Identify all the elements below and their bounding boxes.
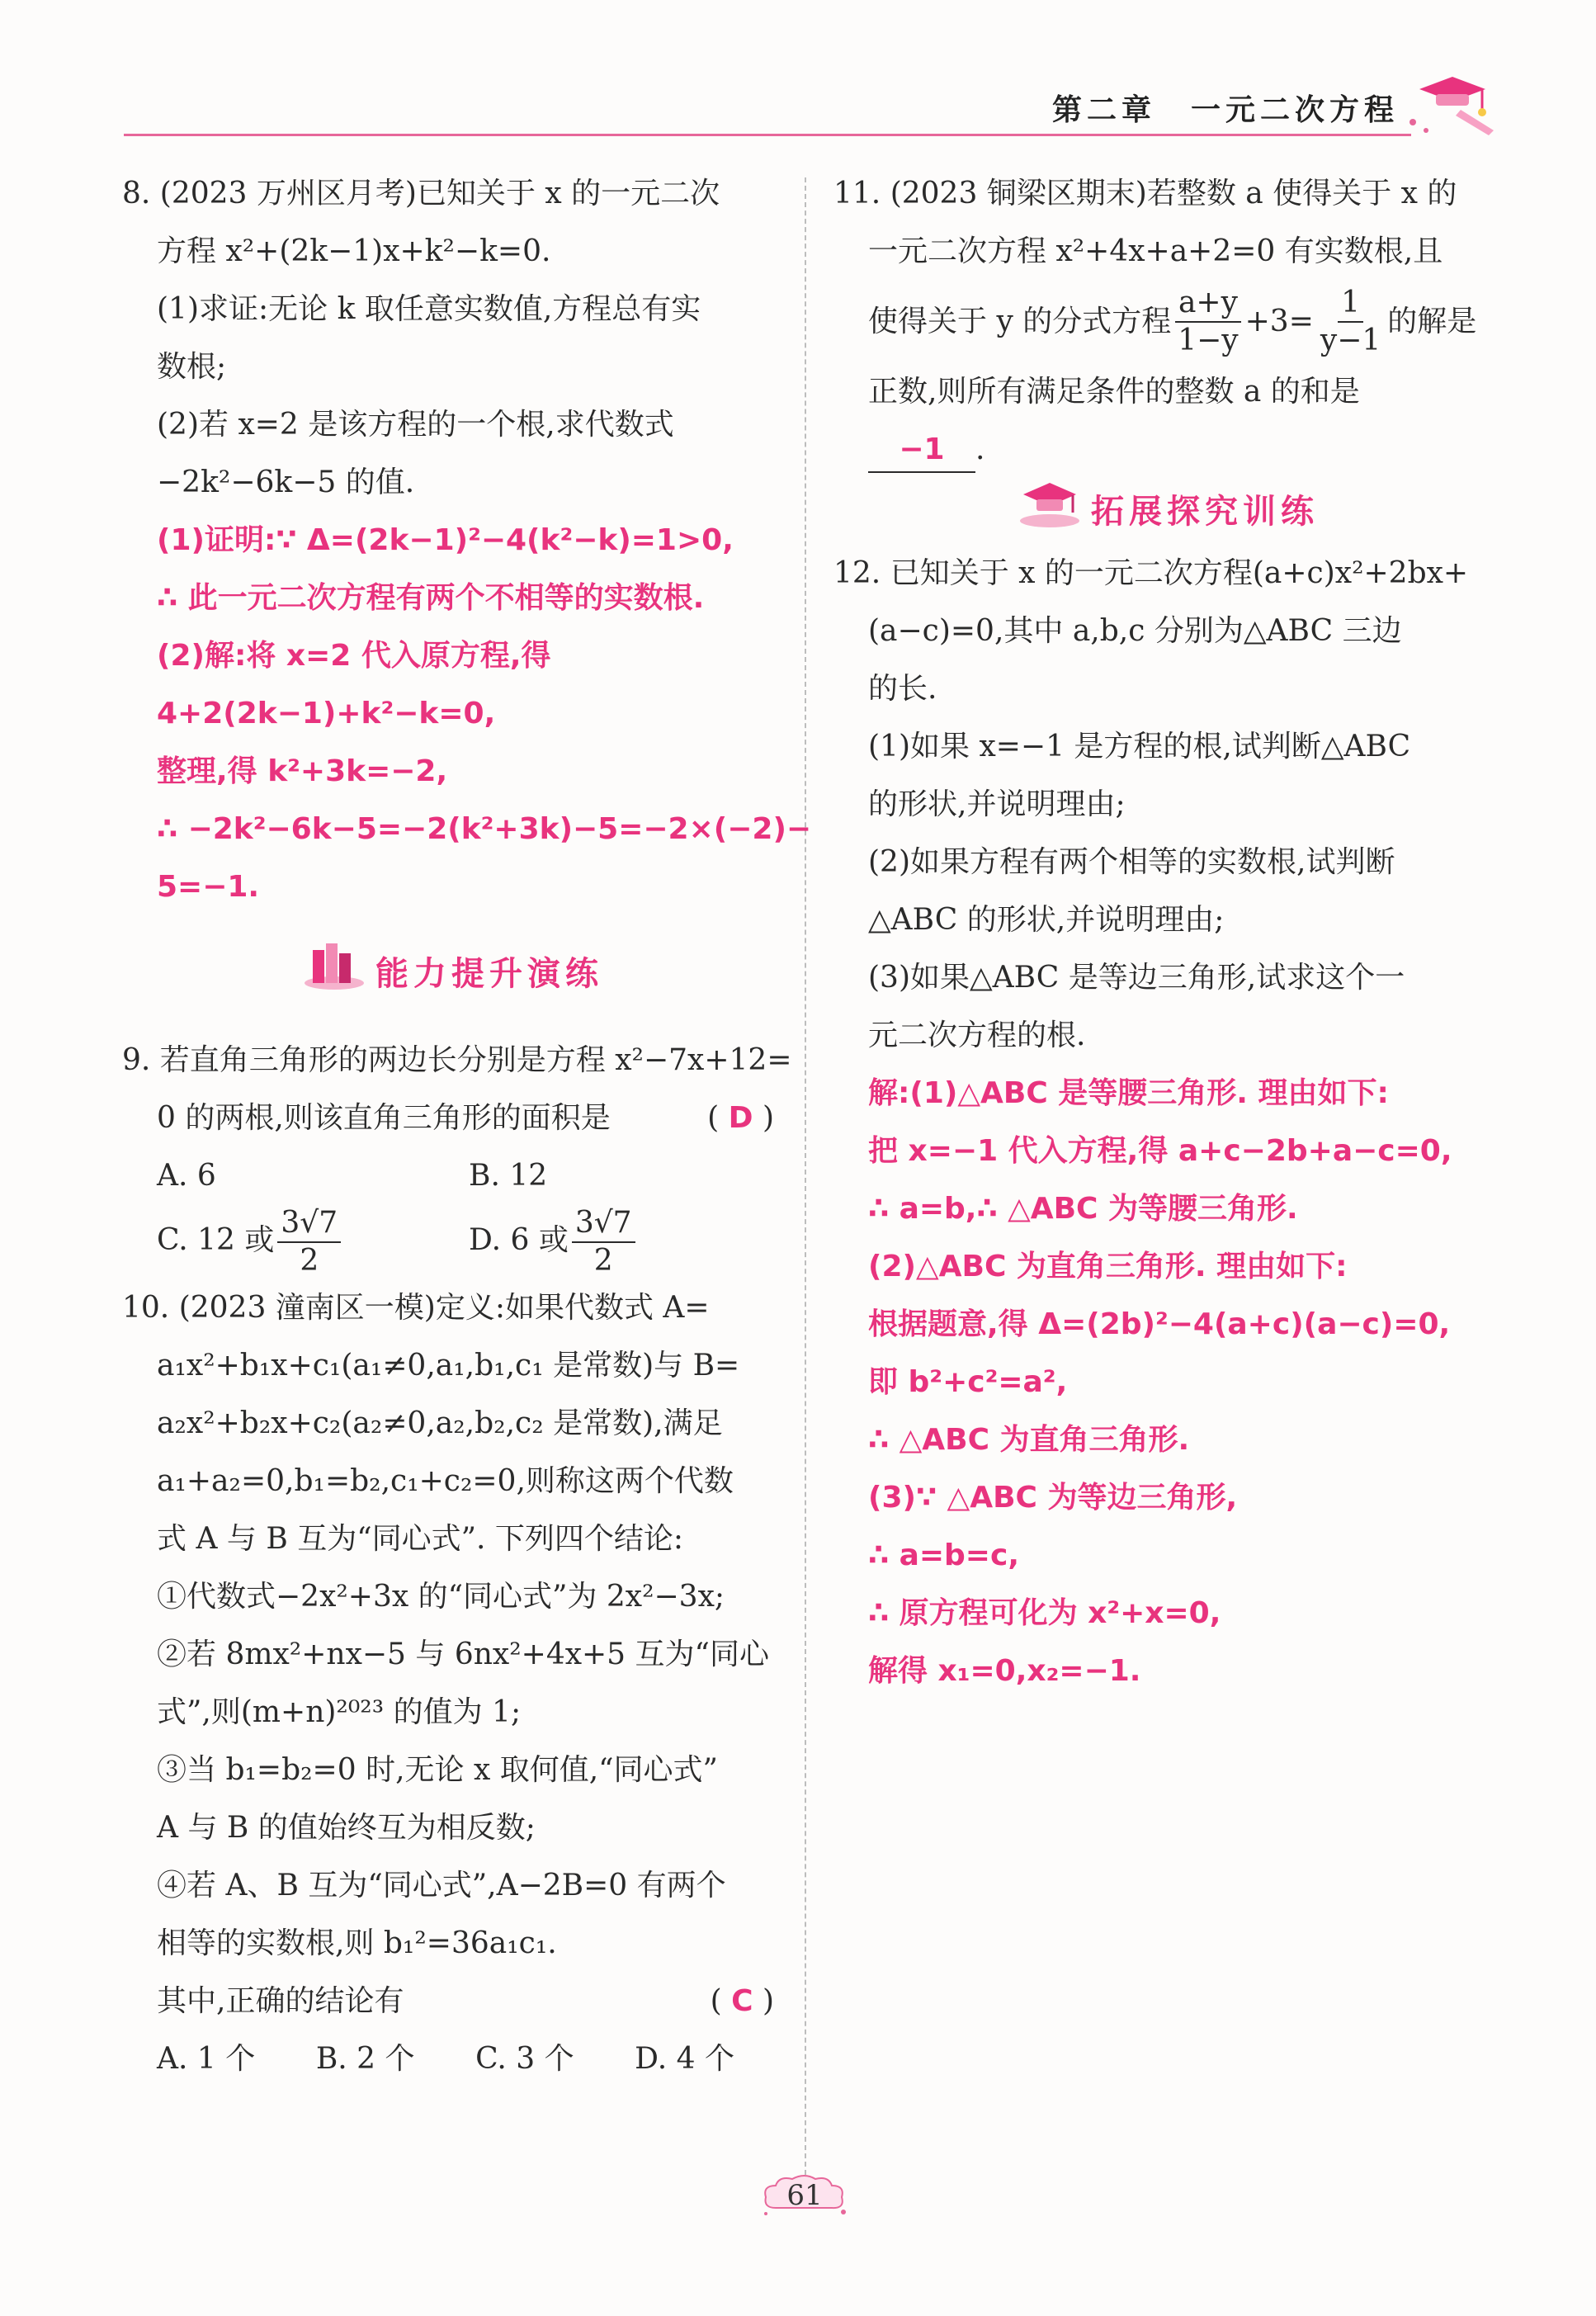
question-10: [122, 1279, 782, 2088]
q9-options-row: [122, 1147, 782, 1205]
q10-line: 10. (2023 潼南区一模)定义:如果代数式 A=: [122, 1291, 710, 1325]
fraction-numerator: 1: [1338, 285, 1363, 323]
q9-option-c: [157, 1205, 469, 1279]
q11-fraction-line: [833, 281, 1502, 363]
question-12: [833, 545, 1502, 1700]
q12-answer-line: 把 x=−1 代入方程,得 a+c−2b+a−c=0,: [868, 1134, 1452, 1168]
q9-line-row: [122, 1089, 782, 1147]
fraction: [1174, 285, 1241, 359]
q12-line: △ABC 的形状,并说明理由;: [868, 903, 1225, 937]
question-9: [122, 1032, 792, 1279]
section-title: 拓展探究训练: [1091, 493, 1319, 531]
q12-answer-line: 解:(1)△ABC 是等腰三角形. 理由如下:: [868, 1076, 1389, 1110]
q11-answer-blank: −1: [868, 428, 975, 473]
q10-question-row: [122, 1973, 782, 2030]
column-divider: [805, 177, 806, 2175]
fraction-numerator: 3√7: [277, 1205, 341, 1243]
q12-answer-line: 根据题意,得 Δ=(2b)²−4(a+c)(a−c)=0,: [868, 1307, 1451, 1341]
q12-answer-line: ∴ △ABC 为直角三角形.: [868, 1423, 1190, 1457]
q10-choice: C: [731, 1984, 753, 2018]
q11-line: 11. (2023 铜梁区期末)若整数 a 使得关于 x 的: [833, 177, 1457, 210]
q12-answer-line: 解得 x₁=0,x₂=−1.: [868, 1654, 1141, 1688]
q9-line: 9. 若直角三角形的两边长分别是方程 x²−7x+12=: [122, 1043, 792, 1077]
q10-answer-paren: ( C ): [710, 1984, 774, 2018]
q9-option-d-label: D. 6 或: [469, 1223, 569, 1257]
q12-answer-line: ∴ a=b=c,: [868, 1538, 1019, 1572]
q8-answer-line: 4+2(2k−1)+k²−k=0,: [157, 697, 496, 730]
q10-line: ①代数式−2x²+3x 的“同心式”为 2x²−3x;: [157, 1580, 725, 1614]
question-11: [833, 165, 1502, 479]
chapter-title: 第二章 一元二次方程: [1052, 93, 1400, 127]
books-icon: [301, 935, 367, 1013]
q10-line: a₁x²+b₁x+c₁(a₁≠0,a₁,b₁,c₁ 是常数)与 B=: [157, 1349, 740, 1383]
q12-line: 的形状,并说明理由;: [868, 787, 1126, 821]
header-rule: [124, 134, 1411, 136]
q10-line: a₁+a₂=0,b₁=b₂,c₁+c₂=0,则称这两个代数: [157, 1464, 734, 1498]
fraction-denominator: 2: [593, 1244, 613, 1278]
q10-line: ④若 A、B 互为“同心式”,A−2B=0 有两个: [157, 1869, 726, 1902]
q11-line: 一元二次方程 x²+4x+a+2=0 有实数根,且: [868, 234, 1443, 268]
q8-answer-line: ∴ 此一元二次方程有两个不相等的实数根.: [157, 581, 705, 615]
q8-answer-line: 5=−1.: [157, 870, 260, 904]
q10-line: ③当 b₁=b₂=0 时,无论 x 取何值,“同心式”: [157, 1753, 718, 1787]
q12-answer-line: (2)△ABC 为直角三角形. 理由如下:: [868, 1250, 1348, 1283]
q11-text: +3=: [1244, 305, 1314, 338]
q9-answer-paren: ( D ): [707, 1101, 774, 1135]
graduation-cap-icon: [1017, 473, 1083, 551]
q8-line: 8. (2023 万州区月考)已知关于 x 的一元二次: [122, 177, 720, 210]
fraction-numerator: a+y: [1175, 285, 1241, 323]
q9-option-b: B. 12: [469, 1159, 548, 1193]
q12-line: 的长.: [868, 672, 937, 706]
q11-text: 的解是: [1387, 305, 1477, 338]
q8-line: 数根;: [157, 350, 227, 384]
q9-option-d: [469, 1205, 781, 1279]
fraction-denominator: 1−y: [1178, 324, 1239, 357]
q12-line: (1)如果 x=−1 是方程的根,试判断△ABC: [868, 730, 1411, 763]
fraction-denominator: 2: [300, 1244, 319, 1278]
q10-option-b: B. 2 个: [315, 2042, 415, 2076]
section-title: 能力提升演练: [375, 955, 603, 993]
q8-answer-line: 整理,得 k²+3k=−2,: [157, 754, 448, 788]
q9-option-a: A. 6: [157, 1159, 216, 1193]
q8-answer-line: (2)解:将 x=2 代入原方程,得: [157, 639, 551, 673]
q11-line: 正数,则所有满足条件的整数 a 的和是: [868, 375, 1360, 409]
q12-answer-line: (3)∵ △ABC 为等边三角形,: [868, 1481, 1238, 1515]
q8-line: (2)若 x=2 是该方程的一个根,求代数式: [157, 408, 674, 442]
left-column: [122, 165, 812, 2088]
q10-question: 其中,正确的结论有: [157, 1984, 404, 2018]
q12-line: (a−c)=0,其中 a,b,c 分别为△ABC 三边: [868, 614, 1402, 648]
q10-option-c: C. 3 个: [475, 2042, 574, 2076]
q12-line: (2)如果方程有两个相等的实数根,试判断: [868, 845, 1395, 879]
q12-answer-line: ∴ 原方程可化为 x²+x=0,: [868, 1596, 1221, 1630]
q10-line: 式”,则(m+n)²⁰²³ 的值为 1;: [157, 1695, 522, 1729]
q8-answer-line: (1)证明:∵ Δ=(2k−1)²−4(k²−k)=1>0,: [157, 523, 734, 557]
right-column: [833, 165, 1502, 1700]
fraction: [277, 1205, 341, 1279]
section-header-ability: [122, 933, 782, 1015]
section-header-explore: [833, 479, 1502, 545]
q9-line: 0 的两根,则该直角三角形的面积是: [157, 1101, 611, 1135]
q10-line: a₂x²+b₂x+c₂(a₂≠0,a₂,b₂,c₂ 是常数),满足: [157, 1406, 723, 1440]
q12-line: 元二次方程的根.: [868, 1019, 1086, 1052]
q10-option-a: A. 1 个: [157, 2042, 256, 2076]
graduation-cap-pencil-icon: [1403, 64, 1502, 142]
q8-line: −2k²−6k−5 的值.: [157, 466, 415, 499]
q10-line: A 与 B 的值始终互为相反数;: [157, 1811, 536, 1845]
q11-text: 使得关于 y 的分式方程: [868, 305, 1172, 338]
q10-line: 式 A 与 B 互为“同心式”. 下列四个结论:: [157, 1522, 684, 1556]
fraction-denominator: y−1: [1320, 324, 1381, 357]
q8-line: 方程 x²+(2k−1)x+k²−k=0.: [157, 234, 551, 268]
q12-line: 12. 已知关于 x 的一元二次方程(a+c)x²+2bx+: [833, 556, 1469, 590]
q12-line: (3)如果△ABC 是等边三角形,试求这个一: [868, 961, 1405, 995]
q10-options-row: [122, 2030, 734, 2088]
fraction-numerator: 3√7: [572, 1205, 635, 1243]
q10-line: ②若 8mx²+nx−5 与 6nx²+4x+5 互为“同心: [157, 1638, 769, 1671]
q9-options-row: [122, 1205, 782, 1279]
fraction: [572, 1205, 635, 1279]
q10-option-d: D. 4 个: [635, 2042, 734, 2076]
q12-answer-line: 即 b²+c²=a²,: [868, 1365, 1068, 1399]
fraction: [1317, 285, 1384, 359]
q9-option-c-label: C. 12 或: [157, 1223, 275, 1257]
q8-answer-line: ∴ −2k²−6k−5=−2(k²+3k)−5=−2×(−2)−: [157, 812, 812, 846]
q9-choice: D: [728, 1101, 753, 1135]
q10-line: 相等的实数根,则 b₁²=36a₁c₁.: [157, 1926, 557, 1960]
page-number: [759, 2171, 850, 2220]
q8-line: (1)求证:无论 k 取任意实数值,方程总有实: [157, 292, 701, 326]
q12-answer-line: ∴ a=b,∴ △ABC 为等腰三角形.: [868, 1192, 1298, 1226]
q11-answer-row: −1 .: [833, 421, 1502, 479]
page-number-text: 61: [786, 2179, 823, 2212]
question-8: [122, 165, 812, 916]
